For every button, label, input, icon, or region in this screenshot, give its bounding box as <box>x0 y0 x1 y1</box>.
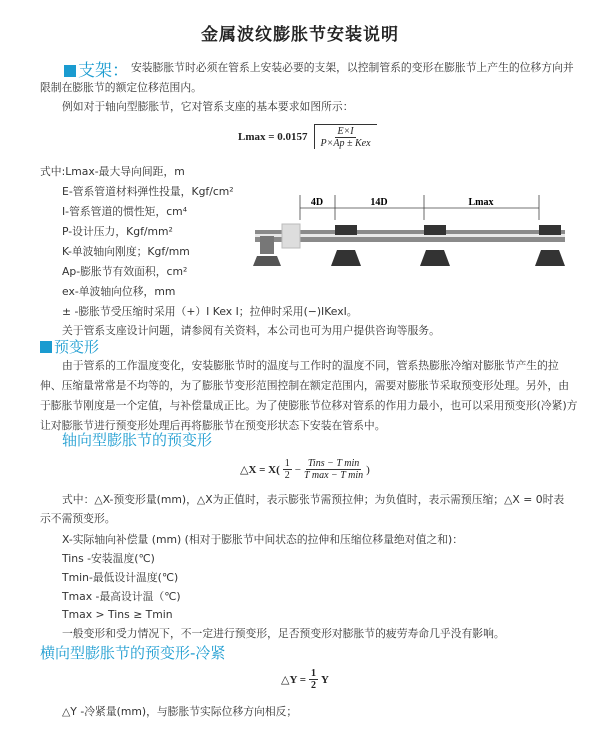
support-line: 安装膨胀节时必须在管系上安装必要的支架，以控制管系的变形在膨胀节上产生的位移方向并 <box>131 61 574 74</box>
lmax-formula <box>238 124 377 149</box>
predeform-line: 由于管系的工作温度变化，安装膨胀节时的温度与工作时的温度不同，管系热膨胀冷缩对膨胀节产生的拉 <box>62 359 559 372</box>
section-heading-axial: 轴向型膨胀节的预变形 <box>62 431 213 449</box>
axial-line: 一般变形和受力情况下，不一定进行预变形，足否预变形对膨胀节的疲劳寿命几乎没有影响。 <box>62 627 505 640</box>
formula-rhs: ) <box>366 463 370 476</box>
square-bullet-icon <box>64 65 76 77</box>
formula-lhs: △Y = <box>281 674 307 686</box>
heading-text: 预变形 <box>54 338 100 356</box>
axial-line: Tmax -最高设计温（℃) <box>62 590 181 603</box>
legend-line: Ap-膨胀节有效面积，cm² <box>62 265 188 278</box>
axial-line: X-实际轴向补偿量 (mm) (相对于膨胀节中间状态的拉伸和压缩位移量绝对值之和)： <box>62 533 463 546</box>
sqrt-sign <box>314 124 377 149</box>
formula-denominator: 2 <box>311 680 317 691</box>
lateral-formula <box>281 668 329 691</box>
axial-line: 式中：△X-预变形量(mm)，△X为正值时，表示膨张节需预拉伸；为负值时，表示需预压缩；△X = 0时表 <box>62 493 565 506</box>
formula-numerator: 1 <box>311 668 317 679</box>
dim-label-4d: 4D <box>310 197 324 208</box>
predeform-line: 于膨胀节刚度是一个定值，与补偿量成正比。为了使膨胀节位移对管系的作用力最小，也可以采用预变形(冷紧)方 <box>40 399 578 412</box>
legend-line: ± -膨胀节受压缩时采用（+）I Kex I；拉伸时采用(−)IKexI。 <box>62 305 358 318</box>
pipe-support-diagram <box>250 190 570 275</box>
legend-line: I-管系管道的惯性矩，cm⁴ <box>62 205 188 218</box>
heading-text: 支架： <box>78 61 129 81</box>
fixed-support <box>260 236 274 254</box>
axial-line: Tmin-最低设计温度(℃) <box>62 571 179 584</box>
legend-line: ex-单波轴向位移，mm <box>62 285 176 298</box>
legend-line: 关于管系支座设计问题，请参阅有关资料，本公司也可为用户提供咨询等服务。 <box>62 324 440 337</box>
formula-lhs: Lmax = 0.0157 <box>238 130 308 143</box>
formula-denominator: P×Ap ± Kex <box>320 138 371 149</box>
support-line: 限制在膨胀节的额定位移范围内。 <box>40 81 202 94</box>
predeform-line: 让对膨胀节进行预变形处理后再将膨胀节在预变形状态下安装在管系中。 <box>40 419 386 432</box>
legend-line: 式中:Lmax-最大导向间距，m <box>40 165 185 178</box>
predeform-line: 伸、压缩量常常是不均等的，为了膨胀节变形范围控制在额定范围内，需要对膨胀节采取预变形处理。另外，由 <box>40 379 570 392</box>
dim-label-14d: 14D <box>370 197 388 208</box>
bellows <box>282 224 300 248</box>
formula-denominator: T max − T min <box>304 470 364 481</box>
formula-rhs: Y <box>321 673 329 686</box>
legend-line: K-单波轴向刚度；Kgf/mm <box>62 245 190 258</box>
legend-line: P-设计压力，Kgf/mm² <box>62 225 173 238</box>
lateral-line: △Y -冷紧量(mm)，与膨胀节实际位移方向相反； <box>62 705 298 718</box>
axial-line: Tins -安装温度(℃) <box>62 552 155 565</box>
dim-label-lmax: Lmax <box>468 197 494 208</box>
page-title: 金属波纹膨胀节安装说明 <box>201 25 399 45</box>
axial-line: Tmax > Tins ≥ Tmin <box>62 608 173 621</box>
minus: − <box>294 463 301 476</box>
half-den: 2 <box>284 470 290 481</box>
section-heading-lateral: 横向型膨胀节的预变形-冷紧 <box>40 644 226 662</box>
axial-formula <box>240 458 370 481</box>
formula-numerator: Tins − T min <box>307 458 360 469</box>
support-line: 例如对于轴向型膨胀节，它对管系支座的基本要求如图所示： <box>62 100 354 113</box>
formula-lhs: △X = X( <box>240 464 280 476</box>
half-num: 1 <box>284 458 290 469</box>
formula-numerator: E×I <box>337 126 354 137</box>
section-heading-support <box>64 56 129 81</box>
legend-line: E-管系管道材料弹性投量，Kgf/cm² <box>62 185 234 198</box>
axial-line: 示不需预变形。 <box>40 512 116 525</box>
section-heading-predeform <box>40 336 99 357</box>
square-bullet-icon <box>40 341 52 353</box>
